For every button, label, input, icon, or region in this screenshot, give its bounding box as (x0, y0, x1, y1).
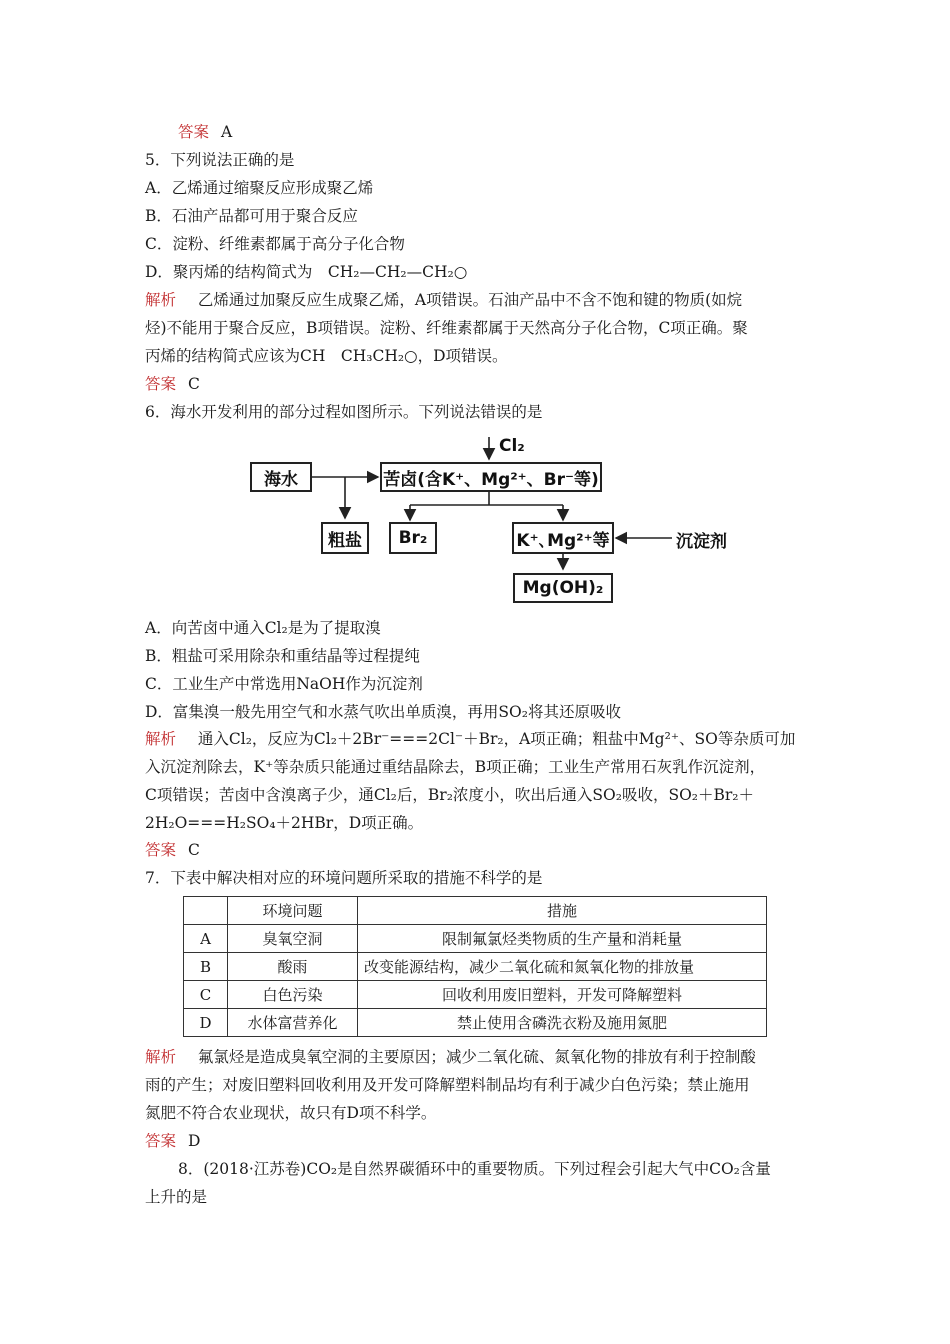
table-cell: 水体富营养化 (228, 1009, 358, 1037)
q6-analysis-line-1 (145, 729, 795, 749)
analysis-text: 氟氯烃是造成臭氧空洞的主要原因；减少二氧化硫、氮氧化物的排放有利于控制酸 (197, 1048, 756, 1066)
answer-label: 答案 (145, 375, 177, 393)
seawater-box: 海水 (250, 462, 312, 492)
table-cell: C (184, 981, 228, 1009)
table-cell: A (184, 925, 228, 953)
environment-table (183, 896, 767, 1037)
table-cell: 改变能源结构，减少二氧化硫和氮氧化物的排放量 (358, 953, 767, 981)
analysis-text: 通入Cl₂，反应为Cl₂＋2Br⁻===2Cl⁻＋Br₂，A项正确；粗盐中Mg²⁺、SO等杂质可加 (197, 730, 796, 748)
analysis-label: 解析 (145, 1048, 177, 1066)
answer-label: 答案 (145, 841, 177, 859)
answer-label: 答案 (145, 1132, 177, 1150)
q5-option-a: A．乙烯通过缩聚反应形成聚乙烯 (145, 179, 374, 197)
cl2-label: Cl₂ (499, 436, 525, 456)
answer-value: C (188, 375, 200, 393)
analysis-text: 乙烯通过加聚反应生成聚乙烯，A项错误。石油产品中不含不饱和键的物质(如烷 (197, 291, 743, 309)
q7-analysis-line-2: 雨的产生；对废旧塑料回收利用及开发可降解塑料制品均有利于减少白色污染；禁止施用 (145, 1076, 750, 1094)
q6-stem: 6．海水开发利用的部分过程如图所示。下列说法错误的是 (145, 403, 543, 421)
table-cell: 酸雨 (228, 953, 358, 981)
table-cell: 回收利用废旧塑料，开发可降解塑料 (358, 981, 767, 1009)
answer-label: 答案 (178, 123, 210, 141)
table-cell: 臭氧空洞 (228, 925, 358, 953)
table-cell: 限制氟氯烃类物质的生产量和消耗量 (358, 925, 767, 953)
answer-value: C (188, 841, 200, 859)
table-cell: 白色污染 (228, 981, 358, 1009)
analysis-label: 解析 (145, 291, 177, 309)
table-row (184, 925, 767, 953)
table-cell: 禁止使用含磷洗衣粉及施用氮肥 (358, 1009, 767, 1037)
answer-value: A (221, 123, 233, 141)
q7-analysis-line-3: 氮肥不符合农业现状，故只有D项不科学。 (145, 1104, 437, 1122)
table-header-cell: 措施 (358, 897, 767, 925)
q6-option-b: B．粗盐可采用除杂和重结晶等过程提纯 (145, 647, 420, 665)
table-row (184, 981, 767, 1009)
q5-option-b: B．石油产品都可用于聚合反应 (145, 207, 358, 225)
q6-option-d: D．富集溴一般先用空气和水蒸气吹出单质溴，再用SO₂将其还原吸收 (145, 703, 621, 721)
q7-analysis-line-1 (145, 1047, 756, 1067)
table-header-row (184, 897, 767, 925)
q5-option-c: C．淀粉、纤维素都属于高分子化合物 (145, 235, 405, 253)
q6-analysis-line-4: 2H₂O===H₂SO₄＋2HBr，D项正确。 (145, 814, 424, 832)
q6-option-a: A．向苦卤中通入Cl₂是为了提取溴 (145, 619, 381, 637)
precipitant-label: 沉淀剂 (676, 532, 727, 552)
k-mg-box: K⁺､Mg²⁺等 (512, 522, 614, 554)
table-row (184, 953, 767, 981)
q7-answer (145, 1131, 200, 1151)
table-row (184, 1009, 767, 1037)
table-cell: B (184, 953, 228, 981)
br2-box: Br₂ (389, 522, 437, 554)
q8-stem-line-2: 上升的是 (145, 1188, 208, 1206)
mgoh2-box: Mg(OH)₂ (513, 573, 613, 603)
q7-stem: 7．下表中解决相对应的环境问题所采取的措施不科学的是 (145, 869, 543, 887)
crude-salt-box: 粗盐 (321, 522, 369, 554)
table-header-cell: 环境问题 (228, 897, 358, 925)
q5-stem: 5．下列说法正确的是 (145, 151, 295, 169)
table-cell: D (184, 1009, 228, 1037)
diagram-arrows (0, 0, 950, 620)
q6-answer (145, 840, 200, 860)
analysis-label: 解析 (145, 730, 177, 748)
q8-stem-line-1: 8．(2018·江苏卷)CO₂是自然界碳循环中的重要物质。下列过程会引起大气中CO₂含量 (178, 1160, 771, 1178)
table-header-cell (184, 897, 228, 925)
q6-analysis-line-2: 入沉淀剂除去，K⁺等杂质只能通过重结晶除去，B项正确；工业生产常用石灰乳作沉淀剂， (145, 758, 766, 776)
q5-option-d: D．聚丙烯的结构简式为 CH₂—CH₂—CH₂○ (145, 263, 468, 281)
q6-option-c: C．工业生产中常选用NaOH作为沉淀剂 (145, 675, 423, 693)
q5-analysis-line-3: 丙烯的结构简式应该为CH CH₃CH₂○，D项错误。 (145, 347, 508, 365)
brine-box: 苦卤(含K⁺、Mg²⁺、Br⁻等) (380, 462, 602, 492)
q6-analysis-line-3: C项错误；苦卤中含溴离子少，通Cl₂后，Br₂浓度小，吹出后通入SO₂吸收，SO₂＋Br₂＋ (145, 786, 754, 804)
q5-analysis-line-2: 烃)不能用于聚合反应，B项错误。淀粉、纤维素都属于天然高分子化合物，C项正确。聚 (145, 319, 748, 337)
answer-value: D (188, 1132, 201, 1150)
